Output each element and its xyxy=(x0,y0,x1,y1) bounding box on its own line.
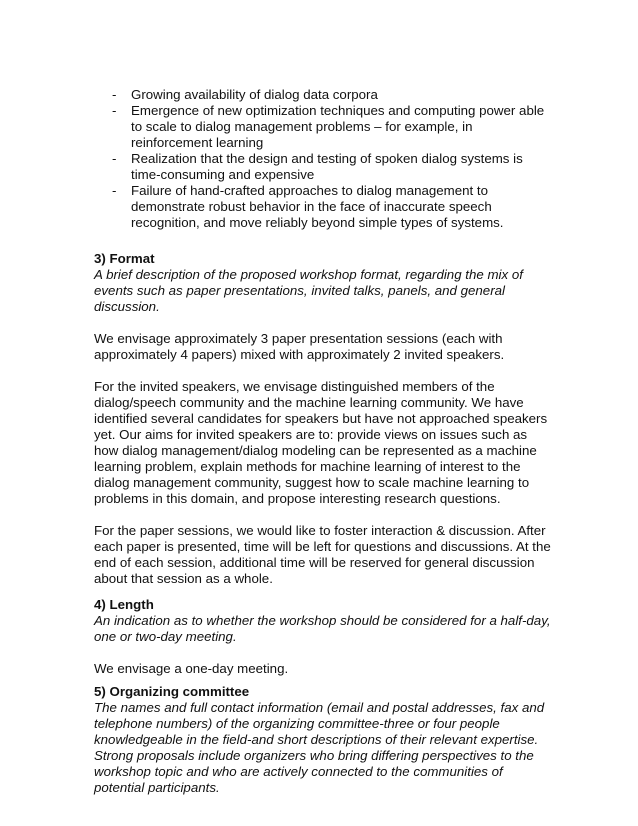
bullet-text: Growing availability of dialog data corpora xyxy=(131,87,378,102)
bullet-item xyxy=(94,151,554,183)
document-page xyxy=(94,87,554,796)
format-description: A brief description of the proposed workshop format, regarding the mix of events such as paper presentations, invited talks, panels, and general discussion. xyxy=(94,267,523,314)
format-paragraph-2: For the invited speakers, we envisage distinguished members of the dialog/speech community and the machine learning community. We have identified several candidates for speakers but have not approached speakers yet. Our aims for invited speakers are to: provide views on issues such as how dialog management/dialog modeling can be represented as a machine learning problem, explain methods for machine learning of interest to the dialog management community, suggest how to scale machine learning to problems in this domain, and propose interesting research questions. xyxy=(94,379,548,506)
committee-section xyxy=(94,684,554,796)
bullet-text: Emergence of new optimization techniques and computing power able to scale to dialog management problems – for example, in reinforcement learning xyxy=(131,103,545,150)
length-description: An indication as to whether the workshop should be considered for a half-day, one or two-day meeting. xyxy=(94,613,551,644)
length-section xyxy=(94,597,554,677)
format-paragraph-3: For the paper sessions, we would like to foster interaction & discussion. After each paper is presented, time will be left for questions and discussions. At the end of each session, additional time will be reserved for general discussion about that session as a whole. xyxy=(94,523,551,586)
bullet-dash: - xyxy=(112,87,117,102)
bullet-text: Failure of hand-crafted approaches to dialog management to demonstrate robust behavior in the face of inaccurate speech recognition, and move reliably beyond simple types of systems. xyxy=(131,183,504,230)
bullet-item xyxy=(94,183,554,231)
format-paragraph-1: We envisage approximately 3 paper presentation sessions (each with approximately 4 papers) mixed with approximately 2 invited speakers. xyxy=(94,331,505,362)
motivation-bullet-list xyxy=(94,87,554,231)
bullet-item xyxy=(94,103,554,151)
format-heading: 3) Format xyxy=(94,251,155,266)
length-heading: 4) Length xyxy=(94,597,154,612)
bullet-dash: - xyxy=(112,103,117,118)
length-paragraph-1: We envisage a one-day meeting. xyxy=(94,661,289,676)
bullet-dash: - xyxy=(112,183,117,198)
bullet-dash: - xyxy=(112,151,117,166)
committee-description: The names and full contact information (email and postal addresses, fax and telephone numbers) of the organizing committee-three or four people knowledgeable in the field-and short descriptions of their relevant expertise. Strong proposals include organizers who bring differing perspectives to the workshop topic and who are actively connected to the communities of potential participants. xyxy=(94,700,545,795)
bullet-item xyxy=(94,87,554,103)
committee-heading: 5) Organizing committee xyxy=(94,684,250,699)
format-section xyxy=(94,251,554,587)
bullet-text: Realization that the design and testing of spoken dialog systems is time-consuming and expensive xyxy=(131,151,523,182)
